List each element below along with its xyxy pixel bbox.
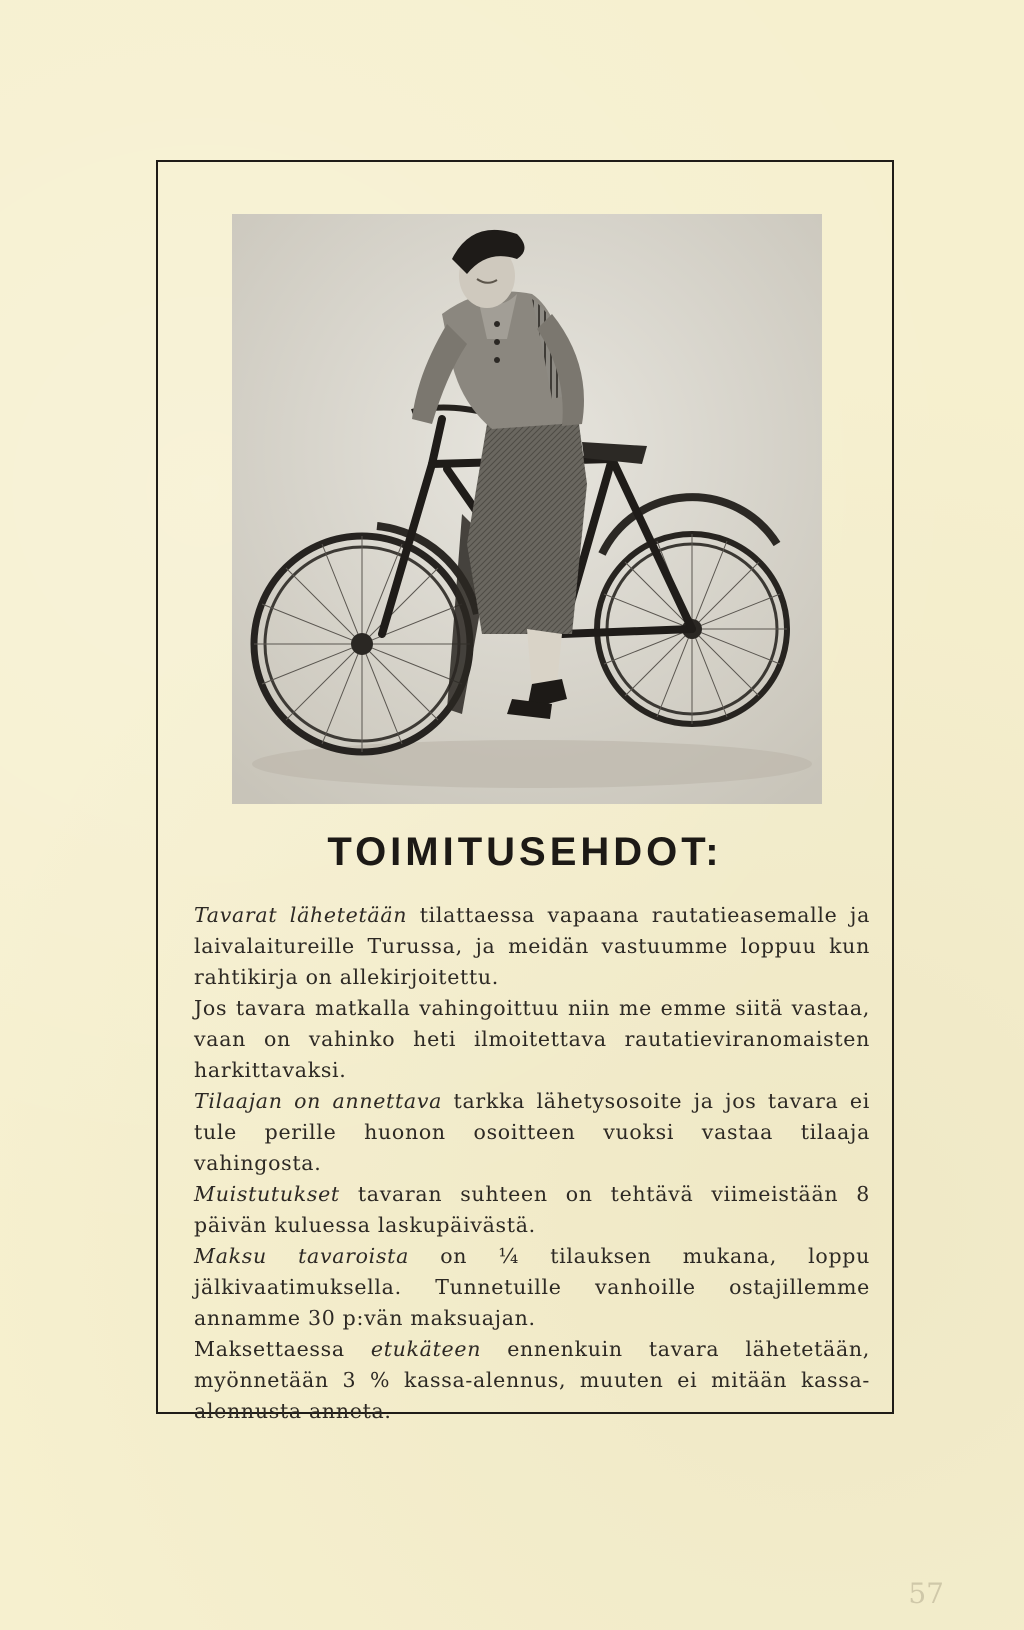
bicycle-photo-illustration bbox=[232, 214, 822, 804]
terms-paragraph-1-text: tilattaessa vapaana rautatieasemalle ja laivalaitureille Turussa, ja meidän vastuumme loppuu kun rahtikirja on allekirjoitettu. bbox=[194, 903, 870, 989]
terms-paragraph-4-text: tavaran suhteen on tehtävä viimeistään 8 päivän kuluessa laskupäivästä. bbox=[194, 1182, 870, 1237]
terms-paragraph-6 bbox=[194, 1334, 870, 1427]
terms-paragraph-6-emphasis: etukäteen bbox=[370, 1337, 482, 1361]
terms-paragraph-2 bbox=[194, 993, 870, 1086]
terms-paragraph-4-emphasis: Muistutukset bbox=[194, 1182, 340, 1206]
terms-text bbox=[194, 900, 870, 1427]
terms-paragraph-3-text: tarkka lähetysosoite ja jos tavara ei tule perille huonon osoitteen vuoksi vastaa tilaaja vahingosta. bbox=[194, 1089, 870, 1175]
terms-paragraph-5-text: on ¼ tilauksen mukana, loppu jälkivaatimuksella. Tunnetuille vanhoille ostajillemme annamme 30 p:vän maksuajan. bbox=[194, 1244, 870, 1330]
terms-paragraph-5-emphasis: Maksu tavaroista bbox=[194, 1244, 410, 1268]
terms-paragraph-6-prefix: Maksettaessa bbox=[194, 1337, 371, 1361]
terms-paragraph-3 bbox=[194, 1086, 870, 1179]
terms-paragraph-5 bbox=[194, 1241, 870, 1334]
terms-paragraph-1-emphasis: Tavarat lähetetään bbox=[194, 903, 408, 927]
terms-paragraph-2-text: Jos tavara matkalla vahingoittuu niin me emme siitä vastaa, vaan on vahinko heti ilmoitettava rautatieviranomaisten harkittavaksi. bbox=[194, 996, 870, 1082]
terms-paragraph-6-text: ennenkuin tavara lähetetään, myönnetään 3 % kassa-alennus, muuten ei mitään kassa-alennusta anneta. bbox=[194, 1337, 870, 1423]
bicycle-photo bbox=[232, 214, 822, 804]
page-title: TOIMITUSEHDOT: bbox=[327, 830, 723, 874]
page-number: 57 bbox=[908, 1577, 944, 1610]
terms-paragraph-4 bbox=[194, 1179, 870, 1241]
terms-paragraph-1 bbox=[194, 900, 870, 993]
terms-paragraph-3-emphasis: Tilaajan on annettava bbox=[194, 1089, 443, 1113]
